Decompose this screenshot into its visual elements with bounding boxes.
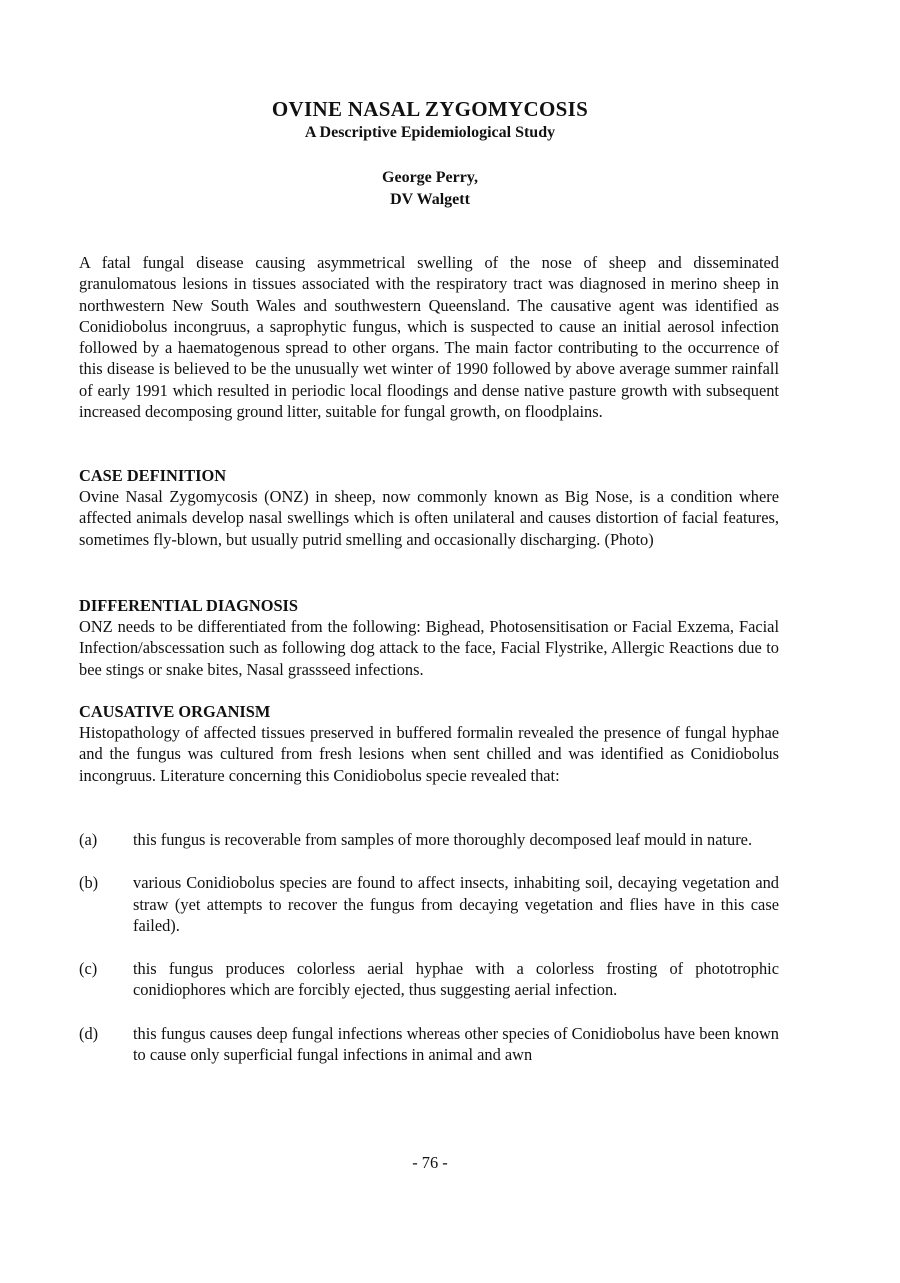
list-marker: (b) — [79, 873, 99, 893]
section-heading: CASE DEFINITION — [79, 466, 227, 485]
list-item-text: this fungus produces colorless aerial hyphae with a colorless frosting of phototrophic conidiophores which are forcibly ejected, thus suggesting aerial infection. — [133, 959, 779, 1000]
author-affiliation: DV Walgett — [390, 191, 470, 208]
paper-title: OVINE NASAL ZYGOMYCOSIS — [271, 97, 589, 121]
list-item — [79, 829, 779, 850]
findings-list — [79, 829, 779, 1065]
section-case-definition — [79, 465, 779, 550]
list-marker: (a) — [79, 830, 98, 849]
section-body: Ovine Nasal Zygomycosis (ONZ) in sheep, now commonly known as Big Nose, is a condition where affected animals develop nasal swellings which is often unilateral and causes distortion of facial features, sometimes fly-blown, but usually putrid smelling and occasionally discharging. (Photo) — [79, 487, 779, 549]
section-causative-organism — [79, 701, 779, 786]
section-heading: DIFFERENTIAL DIAGNOSIS — [79, 596, 299, 615]
list-marker: (d) — [79, 1023, 99, 1043]
list-item — [79, 872, 779, 936]
list-item-text: this fungus is recoverable from samples of more thoroughly decomposed leaf mould in nature. — [133, 830, 753, 849]
section-body: Histopathology of affected tissues preserved in buffered formalin revealed the presence of fungal hyphae and the fungus was cultured from fresh lesions when sent chilled and was identified as Conidiobolus incongruus. Literature concerning this Conidiobolus specie revealed that: — [79, 723, 779, 785]
list-marker: (c) — [79, 959, 98, 979]
paper-subtitle: A Descriptive Epidemiological Study — [304, 124, 556, 141]
page-number: - 76 - — [412, 1153, 448, 1172]
section-heading: CAUSATIVE ORGANISM — [79, 702, 271, 721]
list-item-text: various Conidiobolus species are found to affect insects, inhabiting soil, decaying vegetation and straw (yet attempts to recover the fungus from decaying vegetation and flies have in this case failed). — [133, 873, 779, 935]
list-item-text: this fungus causes deep fungal infections whereas other species of Conidiobolus have been known to cause only superficial fungal infections in animal and awn — [133, 1023, 779, 1065]
section-body: ONZ needs to be differentiated from the following: Bighead, Photosensitisation or Facial Exzema, Facial Infection/abscessation such as following dog attack to the face, Facial Flystrike, Allergic Reactions due to bee stings or snake bites, Nasal grassseed infections. — [79, 617, 779, 679]
list-item — [79, 1023, 779, 1066]
author-name: George Perry, — [382, 169, 478, 186]
section-differential-diagnosis — [79, 595, 779, 680]
list-item — [79, 958, 779, 1001]
author-block — [0, 167, 860, 211]
abstract-paragraph: A fatal fungal disease causing asymmetrical swelling of the nose of sheep and disseminated granulomatous lesions in tissues associated with the respiratory tract was diagnosed in merino sheep in northwestern New South Wales and southwestern Queensland. The causative agent was identified as Conidiobolus incongruus, a saprophytic fungus, which is suspected to cause an initial aerosol infection followed by a haematogenous spread to other organs. The main factor contributing to the occurrence of this disease is believed to be the unusually wet winter of 1990 followed by above average summer rainfall of early 1991 which resulted in periodic local floodings and dense native pasture growth with subsequent increased decomposing ground litter, suitable for fungal growth, on floodplains. — [79, 253, 779, 422]
